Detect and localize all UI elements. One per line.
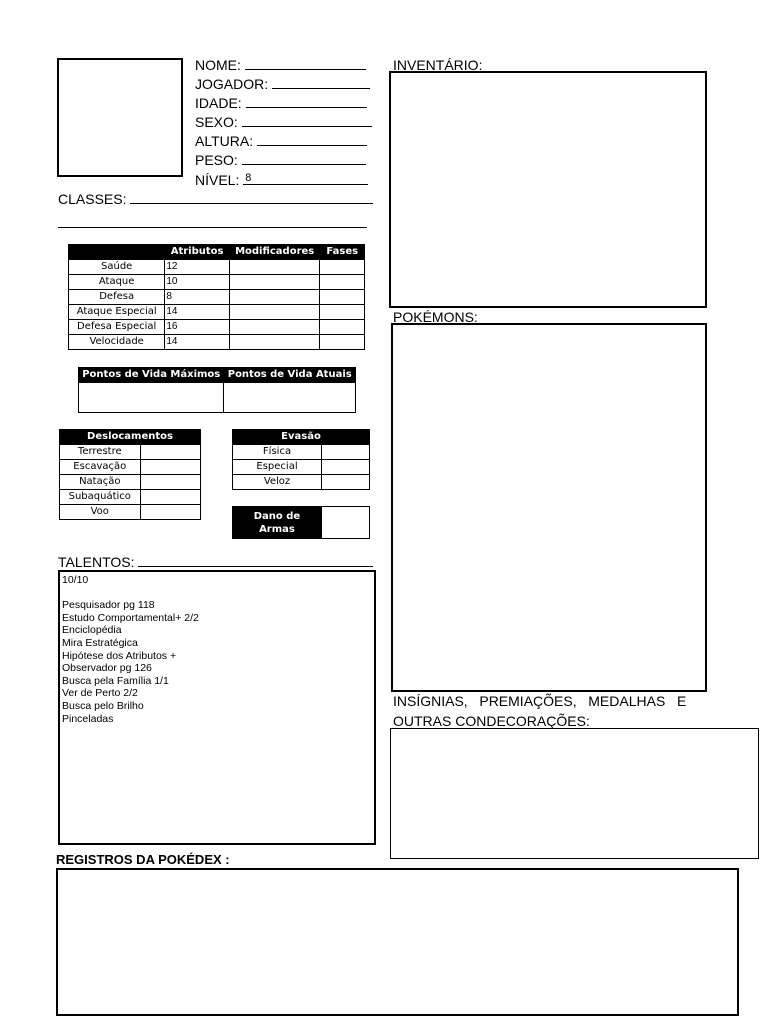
badges-label-line1	[393, 693, 709, 709]
table-row	[69, 305, 365, 320]
table-row	[69, 275, 365, 290]
table-row	[60, 445, 201, 460]
talent-item: Pinceladas	[62, 712, 114, 725]
attribute-modifier[interactable]	[229, 305, 320, 320]
talent-item: Enciclopédia	[62, 624, 122, 637]
evasion-type: Física	[233, 445, 322, 460]
badges-label-line2: OUTRAS CONDECORAÇÕES:	[393, 713, 590, 729]
attribute-modifier[interactable]	[229, 290, 320, 305]
table-row	[69, 290, 365, 305]
inventory-box[interactable]	[389, 71, 707, 308]
table-row	[69, 335, 365, 350]
attribute-value[interactable]: 12	[165, 260, 230, 275]
table-row	[60, 505, 201, 520]
attributes-header-attributes: Atributos	[165, 245, 230, 260]
sex-field[interactable]	[195, 114, 372, 130]
attribute-name: Ataque	[69, 275, 165, 290]
weapon-damage-table	[232, 506, 370, 539]
pokedex-box[interactable]	[56, 868, 739, 1016]
talent-item: Ver de Perto 2/2	[62, 687, 138, 700]
talent-item: Estudo Comportamental+ 2/2	[62, 611, 199, 624]
hp-max-header: Pontos de Vida Máximos	[79, 368, 224, 383]
attribute-value[interactable]: 10	[165, 275, 230, 290]
attributes-table	[68, 244, 365, 350]
level-value: 8	[245, 172, 252, 184]
attributes-header-row	[69, 245, 365, 260]
attribute-name: Velocidade	[69, 335, 165, 350]
talents-field	[58, 554, 373, 570]
age-label: IDADE:	[195, 95, 242, 111]
attribute-modifier[interactable]	[229, 320, 320, 335]
evasion-type: Veloz	[233, 475, 322, 490]
height-label: ALTURA:	[195, 133, 254, 149]
table-row	[69, 320, 365, 335]
height-line[interactable]	[257, 133, 367, 146]
attribute-modifier[interactable]	[229, 275, 320, 290]
movement-table	[59, 429, 201, 520]
talent-item: Observador pg 126	[62, 662, 152, 675]
talents-list	[62, 574, 199, 725]
talents-count: 10/10	[62, 574, 89, 586]
table-row	[60, 475, 201, 490]
sex-line[interactable]	[242, 114, 372, 127]
age-line[interactable]	[246, 95, 367, 108]
age-field[interactable]	[195, 95, 367, 111]
pokemons-box[interactable]	[391, 323, 707, 692]
attribute-stage[interactable]	[320, 275, 365, 290]
table-row	[233, 445, 370, 460]
attributes-header-blank	[69, 245, 165, 260]
talent-item: Mira Estratégica	[62, 636, 138, 649]
player-field[interactable]	[195, 76, 370, 92]
attribute-name: Defesa Especial	[69, 320, 165, 335]
name-field[interactable]	[195, 57, 366, 73]
classes-line[interactable]	[130, 191, 373, 204]
talent-item: Hipótese dos Atributos +	[62, 649, 177, 662]
attribute-stage[interactable]	[320, 320, 365, 335]
table-row	[233, 475, 370, 490]
classes-label: CLASSES:	[58, 191, 127, 207]
classes-line-2[interactable]	[58, 227, 367, 228]
attribute-stage[interactable]	[320, 335, 365, 350]
table-row	[60, 460, 201, 475]
hp-current-value[interactable]	[224, 383, 356, 413]
table-row	[60, 490, 201, 505]
movement-type: Subaquático	[60, 490, 141, 505]
evasion-value[interactable]	[322, 460, 370, 475]
weapon-damage-line2: Armas	[259, 523, 295, 535]
level-line[interactable]	[243, 172, 368, 185]
pokedex-label: REGISTROS DA POKÉDEX :	[56, 852, 230, 867]
movement-value[interactable]	[140, 445, 200, 460]
evasion-header: Evasão	[233, 430, 370, 445]
movement-value[interactable]	[140, 475, 200, 490]
attribute-value[interactable]: 14	[165, 335, 230, 350]
weapon-damage-row	[233, 507, 370, 539]
height-field[interactable]	[195, 133, 367, 149]
movement-type: Escavação	[60, 460, 141, 475]
table-row	[69, 260, 365, 275]
weapon-damage-label	[233, 507, 322, 539]
classes-field[interactable]	[58, 191, 373, 207]
player-line[interactable]	[272, 76, 370, 89]
hp-header-row	[79, 368, 356, 383]
badges-box[interactable]	[390, 728, 759, 859]
evasion-value[interactable]	[322, 445, 370, 460]
movement-type: Voo	[60, 505, 141, 520]
evasion-header-row	[233, 430, 370, 445]
talents-line[interactable]	[138, 554, 373, 567]
talents-label: TALENTOS:	[58, 554, 135, 570]
weight-field[interactable]	[195, 152, 366, 168]
pokemons-label: POKÉMONS:	[393, 309, 478, 325]
attribute-modifier[interactable]	[229, 335, 320, 350]
badges-label-text: INSÍGNIAS, PREMIAÇÕES, MEDALHAS E	[393, 693, 687, 709]
talent-item: Busca pela Família 1/1	[62, 674, 169, 687]
movement-value[interactable]	[140, 460, 200, 475]
attribute-value[interactable]: 8	[165, 290, 230, 305]
attribute-stage[interactable]	[320, 305, 365, 320]
attribute-value[interactable]: 14	[165, 305, 230, 320]
attributes-header-stages: Fases	[320, 245, 365, 260]
attribute-stage[interactable]	[320, 260, 365, 275]
table-row	[233, 460, 370, 475]
level-label: NÍVEL:	[195, 172, 240, 188]
name-line[interactable]	[245, 57, 366, 70]
attribute-name: Saúde	[69, 260, 165, 275]
hp-max-value[interactable]	[79, 383, 224, 413]
talent-item: Pesquisador pg 118	[62, 599, 155, 612]
portrait-box[interactable]	[57, 58, 183, 177]
hp-table	[78, 367, 356, 413]
movement-value[interactable]	[140, 490, 200, 505]
sex-label: SEXO:	[195, 114, 238, 130]
movement-value[interactable]	[140, 505, 200, 520]
weapon-damage-value[interactable]	[321, 507, 369, 539]
attribute-modifier[interactable]	[229, 260, 320, 275]
attributes-header-modifiers: Modificadores	[229, 245, 320, 260]
movement-header-row	[60, 430, 201, 445]
attribute-name: Ataque Especial	[69, 305, 165, 320]
attribute-name: Defesa	[69, 290, 165, 305]
movement-header: Deslocamentos	[60, 430, 201, 445]
movement-type: Terrestre	[60, 445, 141, 460]
talent-item: Busca pelo Brilho	[62, 699, 144, 712]
player-label: JOGADOR:	[195, 76, 269, 92]
evasion-table	[232, 429, 370, 490]
weapon-damage-line1: Dano de	[253, 510, 301, 522]
evasion-value[interactable]	[322, 475, 370, 490]
evasion-type: Especial	[233, 460, 322, 475]
attribute-stage[interactable]	[320, 290, 365, 305]
movement-type: Natação	[60, 475, 141, 490]
inventory-label: INVENTÁRIO:	[393, 57, 483, 73]
weight-label: PESO:	[195, 152, 238, 168]
weight-line[interactable]	[242, 152, 366, 165]
hp-values-row	[79, 383, 356, 413]
hp-current-header: Pontos de Vida Atuais	[224, 368, 356, 383]
level-field[interactable]	[195, 172, 368, 188]
attribute-value[interactable]: 16	[165, 320, 230, 335]
name-label: NOME:	[195, 57, 241, 73]
